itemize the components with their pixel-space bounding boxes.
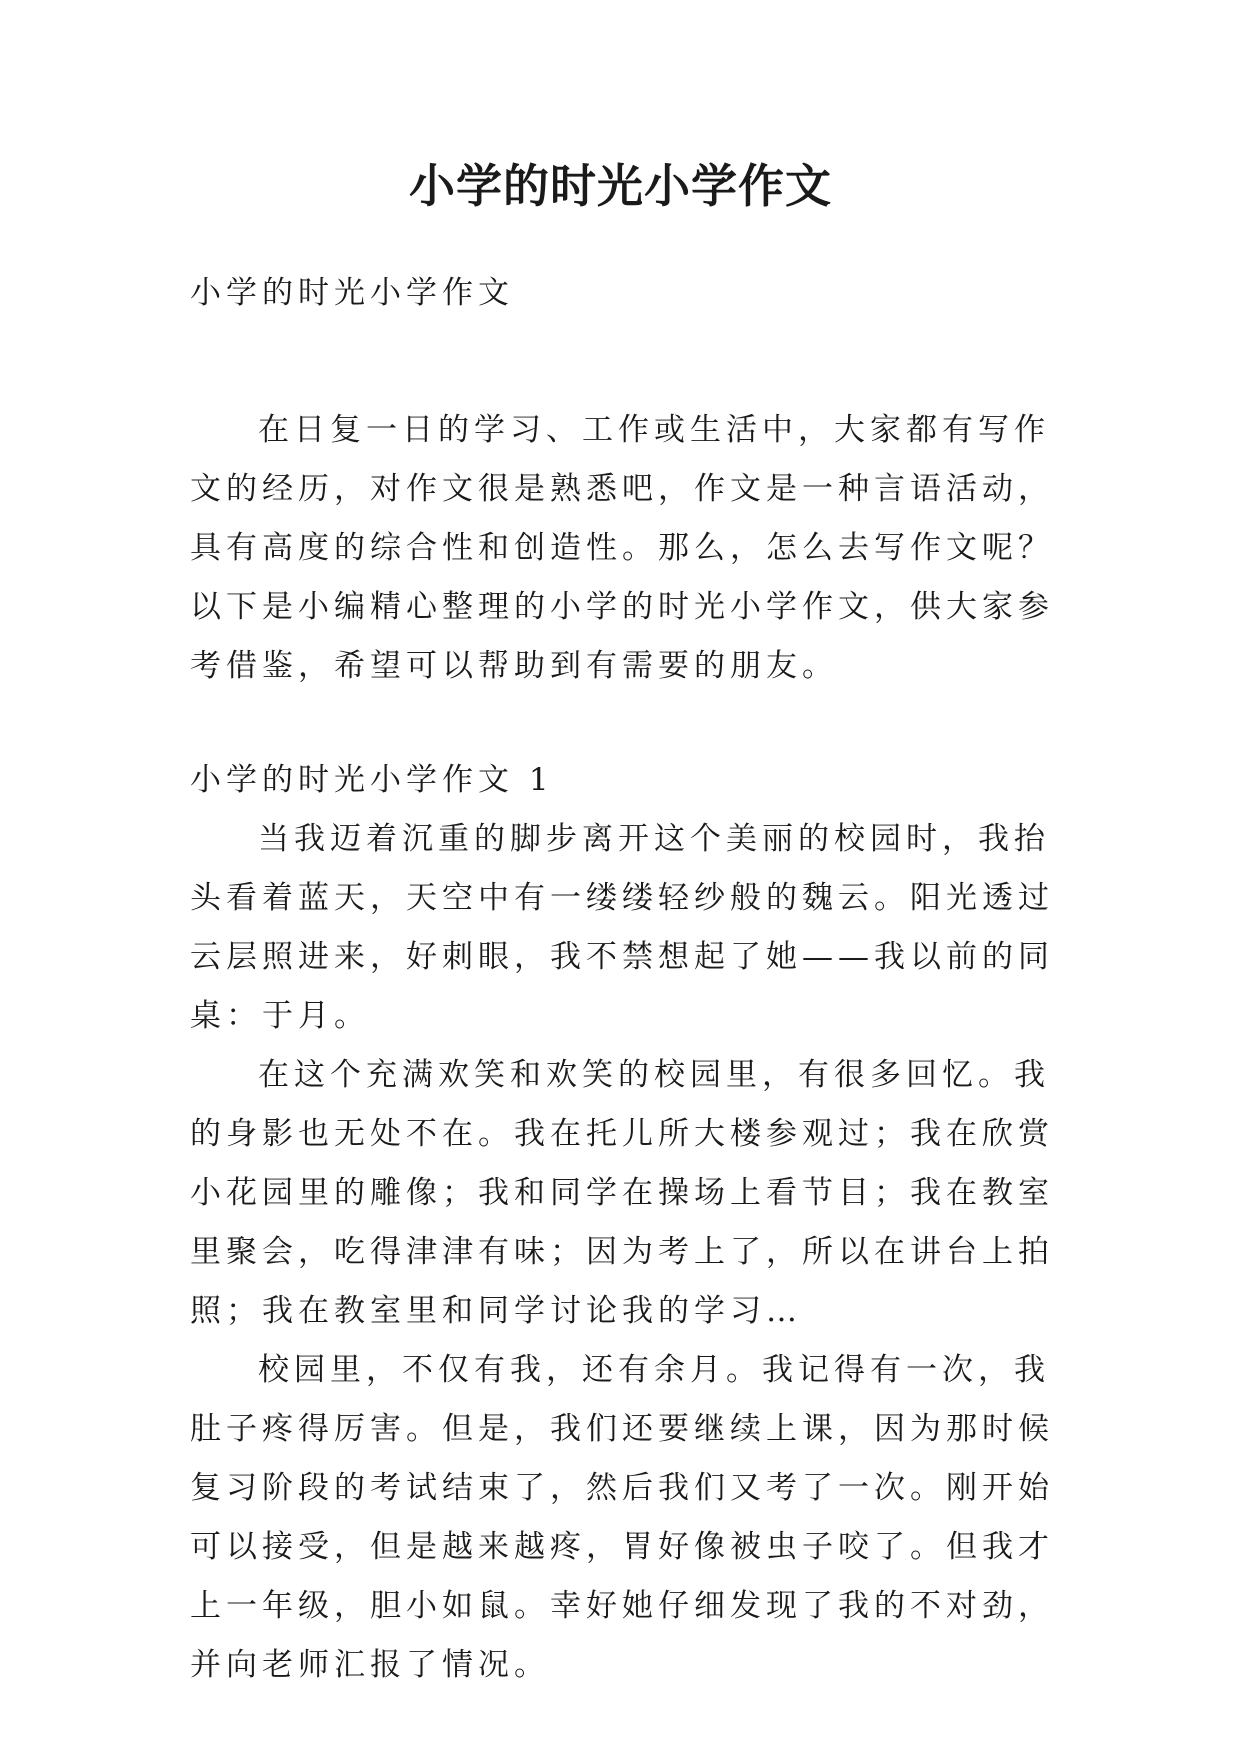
section-heading: 小学的时光小学作文 1 xyxy=(190,762,554,798)
essay-body xyxy=(190,810,1070,1695)
intro-paragraph: 在日复一日的学习、工作或生活中，大家都有写作文的经历，对作文很是熟悉吧，作文是一种言语活动，具有高度的综合性和创造性。那么，怎么去写作文呢？以下是小编精心整理的小学的时光小学作文，供大家参考借鉴，希望可以帮助到有需要的朋友。 xyxy=(190,412,1054,684)
essay-paragraph: 校园里，不仅有我，还有余月。我记得有一次，我肚子疼得厉害。但是，我们还要继续上课，因为那时候复习阶段的考试结束了，然后我们又考了一次。刚开始可以接受，但是越来越疼，胃好像被虫子咬了。但我才上一年级，胆小如鼠。幸好她仔细发现了我的不对劲，并向老师汇报了情况。 xyxy=(190,1352,1054,1683)
essay-paragraph: 在这个充满欢笑和欢笑的校园里，有很多回忆。我的身影也无处不在。我在托儿所大楼参观过；我在欣赏小花园里的雕像；我和同学在操场上看节目；我在教室里聚会，吃得津津有味；因为考上了，所以在讲台上拍照；我在教室里和同学讨论我的学习… xyxy=(190,1057,1054,1329)
document-title: 小学的时光小学作文 xyxy=(409,159,832,213)
document-subtitle: 小学的时光小学作文 xyxy=(190,275,514,311)
essay-paragraph: 当我迈着沉重的脚步离开这个美丽的校园时，我抬头看着蓝天，天空中有一缕缕轻纱般的魏云。阳光透过云层照进来，好刺眼，我不禁想起了她——我以前的同桌：于月。 xyxy=(190,821,1054,1034)
